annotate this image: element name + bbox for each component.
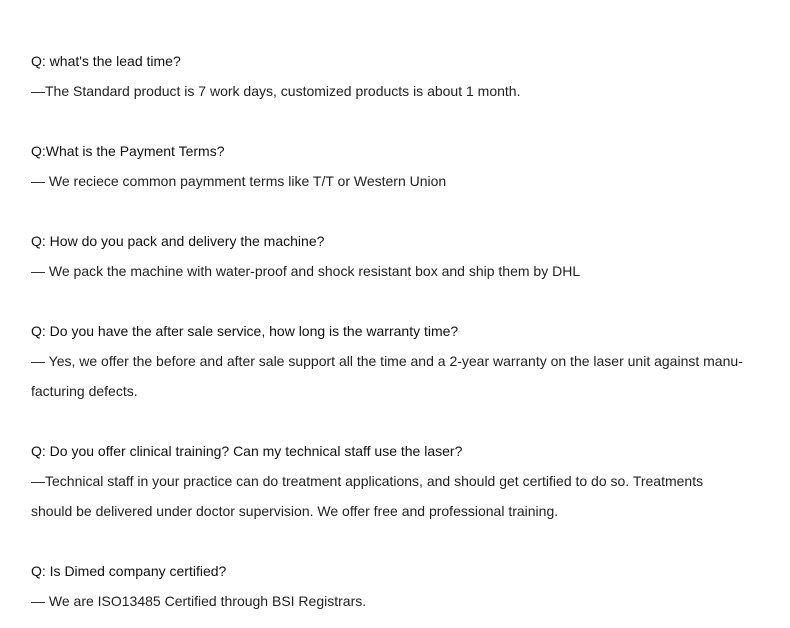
faq-answer-line: — We are ISO13485 Certified through BSI Registrars.	[31, 593, 367, 609]
faq-question: Q:What is the Payment Terms?	[31, 143, 225, 159]
faq-item-certification	[31, 556, 761, 616]
faq-question: Q: Is Dimed company certified?	[31, 563, 227, 579]
faq-answer-line: — We pack the machine with water-proof and shock resistant box and ship them by DHL	[31, 263, 581, 279]
faq-answer-line: — Yes, we offer the before and after sale support all the time and a 2-year warranty on the laser unit against manu-	[31, 353, 743, 369]
faq-answer-line: — We reciece common paymment terms like T/T or Western Union	[31, 173, 447, 189]
faq-item-lead-time	[31, 46, 761, 106]
faq-answer-line: should be delivered under doctor supervision. We offer free and professional training.	[31, 503, 559, 519]
faq-answer-line: —The Standard product is 7 work days, customized products is about 1 month.	[31, 83, 521, 99]
faq-item-clinical-training	[31, 436, 761, 526]
faq-question: Q: Do you offer clinical training? Can my technical staff use the laser?	[31, 443, 463, 459]
faq-item-warranty	[31, 316, 761, 406]
faq-question: Q: Do you have the after sale service, how long is the warranty time?	[31, 323, 459, 339]
faq-question: Q: How do you pack and delivery the machine?	[31, 233, 325, 249]
faq-answer-line: facturing defects.	[31, 383, 138, 399]
faq-item-payment-terms	[31, 136, 761, 196]
faq-item-packing-delivery	[31, 226, 761, 286]
faq-answer-line: —Technical staff in your practice can do treatment applications, and should get certified to do so. Treatments	[31, 473, 704, 489]
faq-question: Q: what's the lead time?	[31, 53, 181, 69]
